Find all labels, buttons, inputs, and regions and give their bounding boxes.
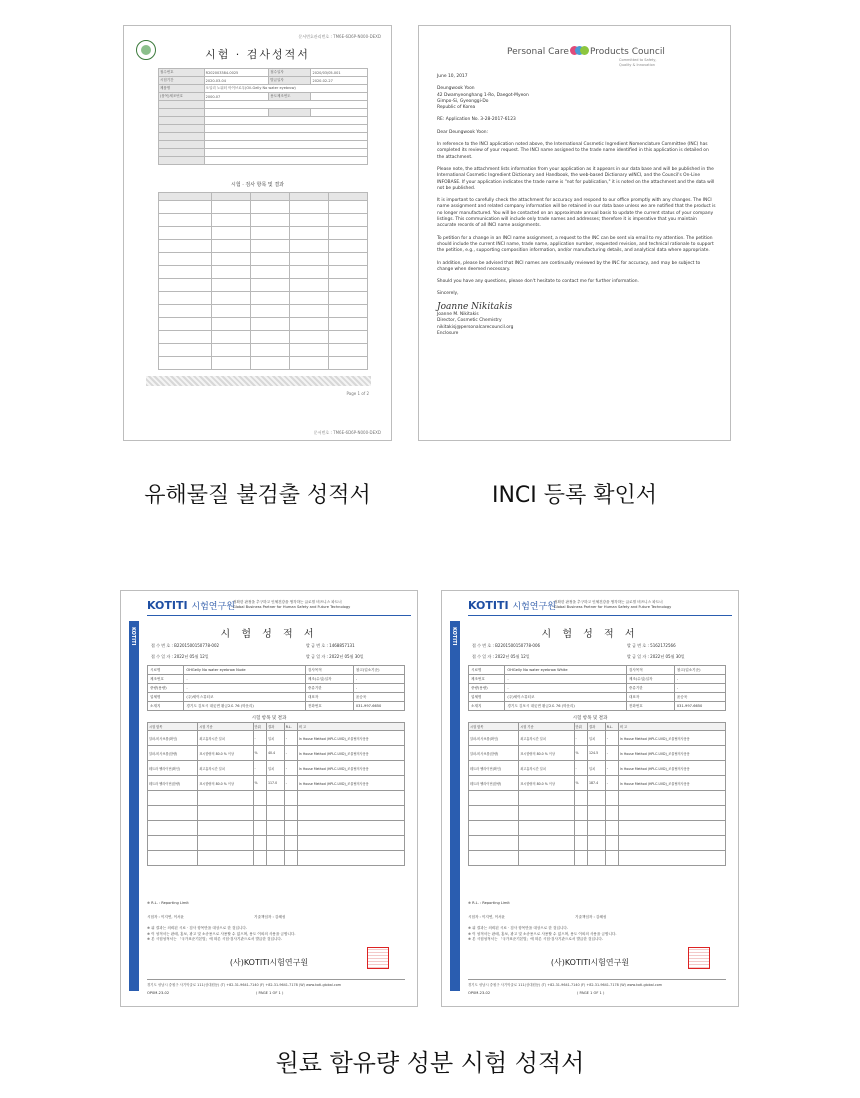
caption-hazard-certificate: 유해물질 불검출 성적서 — [144, 483, 371, 508]
receipt-no: 접 수 번 호 : B2201500150778-002 — [151, 643, 220, 648]
results-table: 시험 항목 시험 기준 단위 결과 R.L. 비 고 알파-비사보롤(확인) 최고흡착시간 일치 - 일치 - In House Method (HPLC-UVD)_조율협의사용용 알파-비사보롤(함량) 표시함량의 80.0 % 이상 % 40.4 - In House Method (HPLC-UVD)_조율협의사용용 테트라 헬라이딘(확인) 최고흡착시간 일치 - 일치 - In House Method (HPLC-UVD)_조율협의사용용 테트라 헬라이딘(함량) 표시함량의 80.0 % 이상 % 117.0 - In House Method (HPLC-UVD)_조율협의사용용 — [147, 722, 405, 866]
footer-notes: ※ R.L. : Reporting Limit 시험자 : 이지연, 이서윤 기술책임자 : 김혜성 ※ 위 결과는 의뢰된 시료 · 검사 항목만을 대상으로 한 것입니다. ※ 이 성적서는 판매, 홍보, 광고 및 소송용으로 사용할 수 없으며, 용도 이외의 사용을 금합니다. ※ 본 시험성적서는 「국가표준기본법」에 따른 시험·검사기관으로서 발급한 것입니다. — [147, 901, 296, 941]
results-table: 시험 항목 시험 기준 단위 결과 R.L. 비 고 알파-비사보롤(확인) 최고흡착시간 일치 - 일치 - In House Method (HPLC-UVD)_조율협의사용용 알파-비사보롤(함량) 표시함량의 80.0 % 이상 % 124.5 - In House Method (HPLC-UVD)_조율협의사용용 테트라 헬라이딘(확인) 최고흡착시간 일치 - 일치 - In House Method (HPLC-UVD)_조율협의사용용 테트라 헬라이딘(함량) 표시함량의 80.0 % 이상 % 187.4 - In House Method (HPLC-UVD)_조율협의사용용 — [468, 722, 726, 866]
kotiti-tagline: 정확한 판정을 추구하고 인체건강을 생각하는 글로벌 비즈니스 파트너 Global Business Partner for Human Safety and Future Technology — [233, 600, 351, 609]
kotiti-certificate-white — [441, 590, 739, 1007]
kotiti-tagline: 정확한 판정을 추구하고 인체건강을 생각하는 글로벌 비즈니스 파트너 Global Business Partner for Human Safety and Future Technology — [554, 600, 672, 609]
table-row: 테트라 헬라이딘(확인) 최고흡착시간 일치 - 일치 - In House Method (HPLC-UVD)_조율협의사용용 — [148, 761, 405, 776]
kotiti-logo: KOTITI 시험연구원 — [147, 599, 235, 612]
page-number: ( PAGE 1 OF 1 ) — [256, 991, 284, 995]
official-stamp — [688, 947, 710, 969]
issue-date: 발 급 일 자 : 2022년 05월 30일 — [306, 654, 364, 659]
signature: Joanne Nikitakis — [437, 301, 513, 312]
letter-para-3: It is important to carefully check the attachment for accuracy and respond to our office promptly with any changes. The INCI name assignment and related company information will be retained in our data base unless we are notified that the product is no longer manufactured. You will be contacted on an approximate annual basis to update the current status of your company listings. This communication will include only trade names and addresses; therefore it is imperative that you maintain accurate records of all INCI name assignments. — [437, 198, 716, 229]
issue-no: 발 급 번 호 : 5162172566 — [627, 643, 676, 648]
letter-para-5: In addition, please be advised that INCI names are continually reviewed by the INC for accuracy, and may be subject to change when deemed necessary. — [437, 260, 701, 272]
caption-inci-certificate: INCI 등록 확인서 — [491, 483, 658, 508]
footer-notes: ※ R.L. : Reporting Limit 시험자 : 이지연, 이서윤 기술책임자 : 김혜성 ※ 위 결과는 의뢰된 시료 · 검사 항목만을 대상으로 한 것입니다. ※ 이 성적서는 판매, 홍보, 광고 및 소송용으로 사용할 수 없으며, 용도 이외의 사용을 금합니다. ※ 본 시험성적서는 「국가표준기본법」에 따른 시험·검사기관으로서 발급한 것입니다. — [468, 901, 617, 941]
hazard-test-certificate — [123, 25, 392, 441]
table-row: 알파-비사보롤(함량) 표시함량의 80.0 % 이상 % 40.4 - In House Method (HPLC-UVD)_조율협의사용용 — [148, 746, 405, 761]
info-table: 접수번호 R202003384-0025 접수일자 2020/03/05-001 시험기간 2020-03-04 발급일자 2020-02-27 제품명 오일리 노워터 아이브로우(Oil-Gelly No water eyebrow) (품목)제조번호 2000-07 용도제조연도 — [158, 68, 368, 165]
section-title: 시험 · 검사 항목 및 결과 — [230, 182, 284, 188]
header-rule — [468, 615, 732, 616]
letter-closing: Sincerely, — [437, 291, 459, 297]
inci-confirmation-letter — [418, 25, 731, 441]
table-row: 테트라 헬라이딘(함량) 표시함량의 80.0 % 이상 % 187.4 - In House Method (HPLC-UVD)_조율협의사용용 — [469, 776, 726, 791]
form-code: OP0M-23-02 — [468, 991, 491, 995]
table-row: 알파-비사보롤(확인) 최고흡착시간 일치 - 일치 - In House Method (HPLC-UVD)_조율협의사용용 — [148, 731, 405, 746]
table-row: 테트라 헬라이딘(함량) 표시함량의 80.0 % 이상 % 117.0 - In House Method (HPLC-UVD)_조율협의사용용 — [148, 776, 405, 791]
receipt-no: 접 수 번 호 : B2201500150778-006 — [472, 643, 541, 648]
letter-address: Deungwook Yoon 42 Dwamyeonghang 1-Ro, Daegot-Myeon Gimpo-Si, Gyeonggi-Do Republic of Korea — [437, 86, 529, 111]
letter-re: RE: Application No. 3-28-2017-6123 — [437, 117, 516, 123]
pcpc-tagline: Committed to Safety, Quality & Innovation — [619, 58, 657, 67]
sample-info-table: 시료명 OHGelly No water eyebrow White 검사목적 참고(업소기준) 제조번호 - 제조(수입)일자 - 중량(용량) - 중류기한 - 업체명 (주)세이스뷰티코 대표자 윤승욱 소재지 경기도 김포시 대곶면 황금2로 76 (학운리) 전화번호 031-997-6650 — [468, 665, 726, 711]
kotiti-certificate-nude — [120, 590, 418, 1007]
org-address: 경기도 성남시 중원구 사기막골로 111(상대원동) (T) +82-31-9641-7140 (F) +82-31-9641-7178 (W) www.koti-global.com — [147, 979, 405, 987]
doc-title: 시 험 성 적 서 — [541, 629, 639, 640]
letter-para-4: To petition for a change in an INCI name assignment, a request to the INC can be sent via email to my attention. The petition should include the current INCI name, trade name, application number, requested revision, and technical rationale to support the petition, e.g., supporting composition information, and/or manufacturing details, and analytical data where appropriate. — [437, 235, 714, 254]
doc-ref-bottom: 문서번호 : TM6E-6D6P-N000-DEXD — [313, 430, 381, 435]
letter-signer: Joanne M. Nikitakis Director, Cosmetic Chemistry nikitakisj@personalcarecouncil.org Enclosure — [437, 312, 514, 336]
doc-title: 시 험 성 적 서 — [220, 629, 318, 640]
receipt-date: 접 수 일 자 : 2022년 05월 12일 — [151, 654, 209, 659]
sample-info-table: 시료명 OHGelly No water eyebrow Nude 검사목적 참고(업소기준) 제조번호 - 제조(수입)일자 - 중량(용량) - 중류기한 - 업체명 (주)세이스뷰티코 대표자 윤승욱 소재지 경기도 김포시 대곶면 황금2로 76 (학운리) 전화번호 031-997-6650 — [147, 665, 405, 711]
org-address: 경기도 성남시 중원구 사기막골로 111(상대원동) (T) +82-31-9641-7140 (F) +82-31-9641-7178 (W) www.koti-global.com — [468, 979, 726, 987]
side-bar: KOTITI — [129, 621, 139, 991]
side-bar: KOTITI — [450, 621, 460, 991]
issue-date: 발 급 일 자 : 2022년 05월 30일 — [627, 654, 685, 659]
org-name: (사)KOTITI시험연구원 — [229, 958, 309, 967]
letter-para-2: Please note, the attachment lists information from your application as it appears in our data base and will be published in the International Cosmetic Ingredient Dictionary and Handbook, the web-based Dictionary wINCI, and the Council's On-Line INFOBASE. If your application indicates the trade name is "not for publication," it is noted on the attachment and the data will not be published. — [437, 166, 715, 191]
letter-body — [437, 74, 717, 343]
section-title: 시험 항목 및 결과 — [251, 716, 287, 721]
form-code: OP0M-23-02 — [147, 991, 170, 995]
header-rule — [147, 615, 411, 616]
results-table — [158, 192, 368, 370]
caption-content-certificate: 원료 함유량 성분 시험 성적서 — [275, 1049, 585, 1077]
table-row: 알파-비사보롤(함량) 표시함량의 80.0 % 이상 % 124.5 - In House Method (HPLC-UVD)_조율협의사용용 — [469, 746, 726, 761]
kotiti-logo: KOTITI 시험연구원 — [468, 599, 556, 612]
section-title: 시험 항목 및 결과 — [572, 716, 608, 721]
letter-greeting: Dear Deungwook Yoon: — [437, 129, 489, 135]
doc-ref-top: 문서번호관리번호 : TM6E-6D6P-N000-DEXD — [298, 34, 381, 39]
pcpc-logo: Personal Care Products Council — [507, 47, 665, 57]
page-number: Page 1 of 2 — [346, 391, 369, 396]
letter-para-1: In reference to the INCI application noted above, the International Cosmetic Ingredient Nomenclature Committee (INC) has completed its review of your request. The INCI name assigned to the trade name identified in this application is detailed on the attachment. — [437, 142, 709, 160]
letter-para-6: Should you have any questions, please don't hesitate to contact me for further information. — [437, 279, 639, 285]
receipt-date: 접 수 일 자 : 2022년 05월 12일 — [472, 654, 530, 659]
page-number: ( PAGE 1 OF 1 ) — [577, 991, 605, 995]
issue-no: 발 급 번 호 : 1468857131 — [306, 643, 355, 648]
table-row: 테트라 헬라이딘(확인) 최고흡착시간 일치 - 일치 - In House Method (HPLC-UVD)_조율협의사용용 — [469, 761, 726, 776]
org-name: (사)KOTITI시험연구원 — [550, 958, 630, 967]
table-row: 알파-비사보롤(확인) 최고흡착시간 일치 - 일치 - In House Method (HPLC-UVD)_조율협의사용용 — [469, 731, 726, 746]
security-pattern — [146, 376, 371, 386]
letter-date: June 10, 2017 — [437, 74, 468, 79]
official-stamp — [367, 947, 389, 969]
doc-title: 시험 · 검사성적서 — [205, 48, 310, 61]
